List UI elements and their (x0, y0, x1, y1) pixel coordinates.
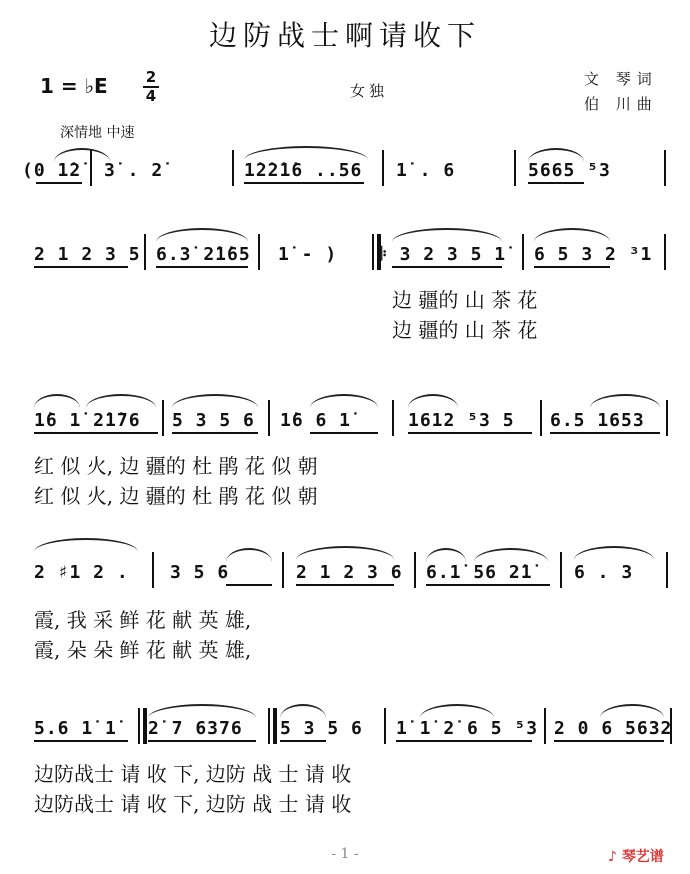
music-note-icon: ♪ (608, 849, 617, 865)
time-signature-bottom: 4 (145, 87, 157, 105)
lyric-verse-1: 红 似 火, 边 疆的 杜 鹃 花 似 朝 (34, 454, 318, 478)
time-signature (143, 70, 159, 104)
measure: 5.6 1̇ 1̇ (34, 718, 117, 739)
measure: 1̇ 1̇ 2̇ 6 5 ⁵3 (396, 718, 539, 739)
lyricist-credit: 文 琴词 (584, 70, 658, 88)
measure: 6 5 3 2 ³1 (534, 244, 653, 265)
measure: 2̇ 7 6376 (148, 718, 243, 739)
lyric-verse-2: 霞, 朵 朵 鲜 花 献 英 雄, (34, 638, 252, 662)
lyric-verse-1: 霞, 我 采 鲜 花 献 英 雄, (34, 608, 252, 632)
measure: 2 1 2 3 5 (34, 244, 141, 265)
measure: 2 1 2 3 6 (296, 562, 403, 583)
measure: 6.3̇ 2̇1̇65 (156, 244, 251, 265)
tempo-marking: 深情地 中速 (60, 125, 135, 141)
page-number: - 1 - (331, 846, 359, 862)
measure: 6.5 1653 (550, 410, 645, 431)
measure: (0 1̇2̇ (22, 160, 82, 181)
lyric-verse-2: 红 似 火, 边 疆的 杜 鹃 花 似 朝 (34, 484, 318, 508)
measure: 5665 ⁵3 (528, 160, 611, 181)
measure: 6.1̇ 56 2̇1̇ (426, 562, 533, 583)
key-signature: 1 = ♭E (40, 74, 108, 98)
measure: 1̇2̇2̇1̇6 ..56 (244, 160, 363, 181)
measure: 2 0 6 5632 (554, 718, 673, 739)
measure: 5 3 5 6 (280, 718, 363, 739)
measure: 1̇ - ) (278, 244, 338, 265)
measure: 6 . 3 (574, 562, 634, 583)
lyric-verse-1: 边防战士 请 收 下, 边防 战 士 请 收 (34, 762, 352, 786)
measure: 𝄆 3 2 3 5 1̇ (378, 244, 507, 265)
measure: 3̇ . 2̇ (104, 160, 164, 181)
time-signature-top: 2 (145, 68, 157, 86)
watermark-logo (608, 846, 664, 866)
measure: 1612 ⁵3 5 (408, 410, 515, 431)
composer-credit: 伯 川曲 (584, 95, 658, 113)
measure: 2 ♯1 2 . (34, 562, 129, 583)
measure: 3 5 6 (170, 562, 230, 583)
measure: 1̇ . 6 (396, 160, 456, 181)
measure: 1̇6 6 1̇ (280, 410, 352, 431)
watermark-text: 琴艺谱 (621, 849, 664, 865)
song-title: 边防战士啊请收下 (208, 19, 481, 52)
lyric-verse-2: 边 疆的 山 茶 花 (392, 318, 538, 342)
voice-type: 女独 (350, 82, 389, 100)
measure: 1̇6 1̇ 2̇1̇76 (34, 410, 141, 431)
lyric-verse-1: 边 疆的 山 茶 花 (392, 288, 538, 312)
lyric-verse-2: 边防战士 请 收 下, 边防 战 士 请 收 (34, 792, 352, 816)
measure: 5 3 5 6 (172, 410, 255, 431)
